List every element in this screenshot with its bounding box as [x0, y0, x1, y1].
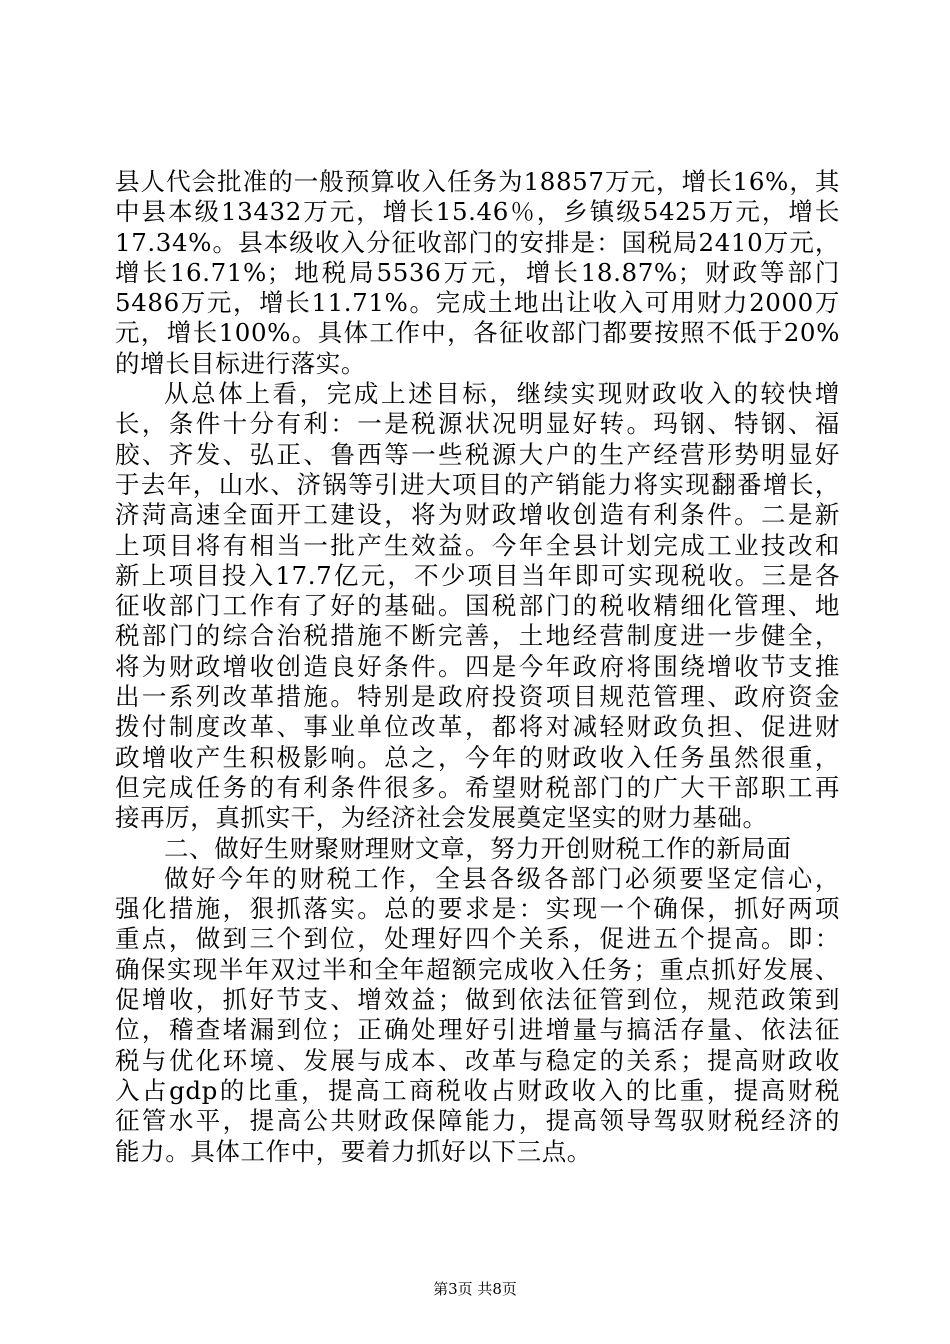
document-body: [115, 167, 840, 1167]
paragraph-line: 税与优化环境、发展与成本、改革与稳定的关系；提高财政收: [115, 1045, 840, 1075]
paragraph-line: 政增收产生积极影响。总之，今年的财政收入任务虽然很重，: [115, 742, 840, 772]
paragraph-line: 税部门的综合治税措施不断完善，土地经营制度进一步健全，: [115, 621, 840, 651]
paragraph-line: 从总体上看，完成上述目标，继续实现财政收入的较快增: [164, 379, 840, 409]
paragraph-line: 重点，做到三个到位，处理好四个关系，促进五个提高。即：: [115, 924, 840, 954]
paragraph-line: 5486万元，增长11.71%。完成土地出让收入可用财力2000万: [115, 288, 840, 318]
paragraph-line: 济菏高速全面开工建设，将为财政增收创造有利条件。二是新: [115, 500, 840, 530]
paragraph-line: 拨付制度改革、事业单位改革，都将对减轻财政负担、促进财: [115, 712, 840, 742]
paragraph-line: 17.34%。县本级收入分征收部门的安排是：国税局2410万元，: [115, 227, 840, 257]
paragraph-line: 于去年，山水、济锅等引进大项目的产销能力将实现翻番增长，: [115, 469, 840, 499]
paragraph-line: 入占gdp的比重，提高工商税收占财政收入的比重，提高财税: [115, 1075, 840, 1105]
paragraph-line: 做好今年的财税工作，全县各级各部门必须要坚定信心，: [164, 863, 840, 893]
paragraph-line: 上项目将有相当一批产生效益。今年全县计划完成工业技改和: [115, 530, 840, 560]
paragraph-line: 但完成任务的有利条件很多。希望财税部门的广大干部职工再: [115, 772, 840, 802]
paragraph-line: 强化措施，狠抓落实。总的要求是：实现一个确保，抓好两项: [115, 894, 840, 924]
paragraph-line: 征管水平，提高公共财政保障能力，提高领导驾驭财税经济的: [115, 1106, 840, 1136]
paragraph-line: 中县本级13432万元，增长15.46％，乡镇级5425万元，增长: [115, 197, 840, 227]
paragraph-line: 县人代会批准的一般预算收入任务为18857万元，增长16%，其: [115, 167, 840, 196]
section-heading: 二、做好生财聚财理财文章，努力开创财税工作的新局面: [164, 833, 792, 863]
paragraph-line: 位，稽查堵漏到位；正确处理好引进增量与搞活存量、依法征: [115, 1015, 840, 1045]
paragraph-line: 元，增长100%。具体工作中，各征收部门都要按照不低于20%: [115, 318, 840, 348]
paragraph-line: 胶、齐发、弘正、鲁西等一些税源大户的生产经营形势明显好: [115, 439, 840, 469]
paragraph-line: 将为财政增收创造良好条件。四是今年政府将围绕增收节支推: [115, 651, 840, 681]
paragraph-line: 增长16.71%；地税局5536万元，增长18.87%；财政等部门: [115, 257, 840, 287]
paragraph-line: 征收部门工作有了好的基础。国税部门的税收精细化管理、地: [115, 591, 840, 621]
paragraph-line: 能力。具体工作中，要着力抓好以下三点。: [115, 1136, 592, 1166]
paragraph-line: 长，条件十分有利：一是税源状况明显好转。玛钢、特钢、福: [115, 409, 840, 439]
paragraph-line: 促增收，抓好节支、增效益；做到依法征管到位，规范政策到: [115, 985, 840, 1015]
paragraph-line: 接再厉，真抓实干，为经济社会发展奠定坚实的财力基础。: [115, 803, 768, 833]
paragraph-line: 出一系列改革措施。特别是政府投资项目规范管理、政府资金: [115, 682, 840, 712]
paragraph-line: 的增长目标进行落实。: [115, 348, 366, 378]
paragraph-line: 新上项目投入17.7亿元，不少项目当年即可实现税收。三是各: [115, 560, 840, 590]
paragraph-line: 确保实现半年双过半和全年超额完成收入任务；重点抓好发展、: [115, 954, 840, 984]
page-number-footer: 第3页 共8页: [433, 1280, 517, 1298]
